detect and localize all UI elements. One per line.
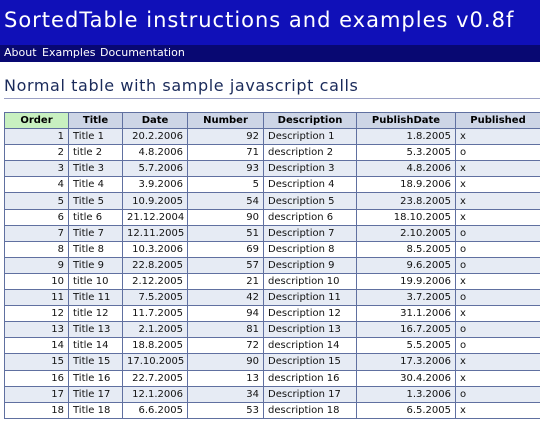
published-cell: o [456,241,540,257]
nav-bar [0,45,540,62]
publishdate-cell: 9.6.2005 [357,257,456,273]
column-header-description[interactable]: Description [264,113,357,129]
table-row[interactable] [5,225,540,241]
description-cell: Description 7 [264,225,357,241]
date-cell: 17.10.2005 [123,354,188,370]
order-cell: 6 [5,209,69,225]
number-cell: 34 [188,386,264,402]
description-cell: description 10 [264,273,357,289]
table-body [5,129,540,419]
publishdate-cell: 8.5.2005 [357,241,456,257]
date-cell: 5.7.2006 [123,161,188,177]
publishdate-cell: 3.7.2005 [357,290,456,306]
date-cell: 21.12.2004 [123,209,188,225]
publishdate-cell: 2.10.2005 [357,225,456,241]
published-cell: x [456,370,540,386]
table-row[interactable] [5,129,540,145]
table-row[interactable] [5,145,540,161]
date-cell: 6.6.2005 [123,402,188,418]
number-cell: 72 [188,338,264,354]
date-cell: 18.8.2005 [123,338,188,354]
date-cell: 22.8.2005 [123,257,188,273]
number-cell: 51 [188,225,264,241]
number-cell: 69 [188,241,264,257]
publishdate-cell: 1.3.2006 [357,386,456,402]
number-cell: 57 [188,257,264,273]
table-row[interactable] [5,338,540,354]
description-cell: Description 4 [264,177,357,193]
number-cell: 13 [188,370,264,386]
publishdate-cell: 5.5.2005 [357,338,456,354]
description-cell: Description 5 [264,193,357,209]
published-cell: x [456,177,540,193]
column-header-date[interactable]: Date [123,113,188,129]
date-cell: 12.1.2006 [123,386,188,402]
number-cell: 54 [188,193,264,209]
table-row[interactable] [5,193,540,209]
date-cell: 10.9.2005 [123,193,188,209]
description-cell: Description 3 [264,161,357,177]
order-cell: 13 [5,322,69,338]
title-cell: Title 8 [69,241,123,257]
published-cell: x [456,161,540,177]
publishdate-cell: 31.1.2006 [357,306,456,322]
order-cell: 17 [5,386,69,402]
table-row[interactable] [5,402,540,418]
publishdate-cell: 16.7.2005 [357,322,456,338]
publishdate-cell: 23.8.2005 [357,193,456,209]
published-cell: o [456,257,540,273]
page-title: SortedTable instructions and examples v0.8f [4,8,515,32]
date-cell: 10.3.2006 [123,241,188,257]
date-cell: 2.1.2005 [123,322,188,338]
publishdate-cell: 18.10.2005 [357,209,456,225]
column-header-published[interactable]: Published [456,113,540,129]
column-header-order[interactable]: Order [5,113,69,129]
number-cell: 42 [188,290,264,306]
description-cell: Description 13 [264,322,357,338]
order-cell: 12 [5,306,69,322]
date-cell: 11.7.2005 [123,306,188,322]
order-cell: 9 [5,257,69,273]
column-header-number[interactable]: Number [188,113,264,129]
table-row[interactable] [5,290,540,306]
description-cell: description 18 [264,402,357,418]
order-cell: 15 [5,354,69,370]
title-cell: Title 15 [69,354,123,370]
date-cell: 20.2.2006 [123,129,188,145]
published-cell: x [456,129,540,145]
number-cell: 21 [188,273,264,289]
published-cell: o [456,322,540,338]
published-cell: o [456,338,540,354]
published-cell: o [456,225,540,241]
description-cell: description 16 [264,370,357,386]
published-cell: x [456,273,540,289]
description-cell: description 2 [264,145,357,161]
section-divider [4,98,540,99]
publishdate-cell: 5.3.2005 [357,145,456,161]
number-cell: 93 [188,161,264,177]
order-cell: 5 [5,193,69,209]
published-cell: o [456,386,540,402]
description-cell: description 14 [264,338,357,354]
table-row[interactable] [5,177,540,193]
page-header [0,0,540,45]
column-header-title[interactable]: Title [69,113,123,129]
title-cell: Title 3 [69,161,123,177]
date-cell: 12.11.2005 [123,225,188,241]
sortable-table [4,112,540,419]
table-row[interactable] [5,306,540,322]
number-cell: 94 [188,306,264,322]
table-row[interactable] [5,241,540,257]
order-cell: 10 [5,273,69,289]
description-cell: Description 11 [264,290,357,306]
number-cell: 71 [188,145,264,161]
published-cell: o [456,290,540,306]
date-cell: 3.9.2006 [123,177,188,193]
published-cell: x [456,354,540,370]
title-cell: Title 11 [69,290,123,306]
published-cell: x [456,193,540,209]
description-cell: description 6 [264,209,357,225]
title-cell: Title 17 [69,386,123,402]
table-row[interactable] [5,386,540,402]
title-cell: title 14 [69,338,123,354]
title-cell: Title 5 [69,193,123,209]
order-cell: 1 [5,129,69,145]
title-cell: title 12 [69,306,123,322]
number-cell: 53 [188,402,264,418]
section-title: Normal table with sample javascript calls [4,76,359,95]
table-row[interactable] [5,322,540,338]
date-cell: 7.5.2005 [123,290,188,306]
nav-link-examples[interactable]: Examples [42,46,96,59]
title-cell: title 10 [69,273,123,289]
publishdate-cell: 17.3.2006 [357,354,456,370]
description-cell: Description 17 [264,386,357,402]
number-cell: 90 [188,209,264,225]
order-cell: 18 [5,402,69,418]
order-cell: 3 [5,161,69,177]
number-cell: 90 [188,354,264,370]
table-row[interactable] [5,161,540,177]
title-cell: Title 18 [69,402,123,418]
date-cell: 4.8.2006 [123,145,188,161]
number-cell: 92 [188,129,264,145]
title-cell: Title 7 [69,225,123,241]
publishdate-cell: 4.8.2006 [357,161,456,177]
publishdate-cell: 19.9.2006 [357,273,456,289]
number-cell: 5 [188,177,264,193]
order-cell: 4 [5,177,69,193]
order-cell: 8 [5,241,69,257]
title-cell: Title 16 [69,370,123,386]
publishdate-cell: 30.4.2006 [357,370,456,386]
table-row[interactable] [5,354,540,370]
published-cell: x [456,402,540,418]
column-header-publishdate[interactable]: PublishDate [357,113,456,129]
number-cell: 81 [188,322,264,338]
title-cell: Title 13 [69,322,123,338]
title-cell: Title 9 [69,257,123,273]
description-cell: Description 1 [264,129,357,145]
order-cell: 14 [5,338,69,354]
publishdate-cell: 1.8.2005 [357,129,456,145]
published-cell: o [456,145,540,161]
description-cell: Description 15 [264,354,357,370]
title-cell: Title 1 [69,129,123,145]
published-cell: x [456,209,540,225]
order-cell: 11 [5,290,69,306]
nav-link-about[interactable]: About [4,46,37,59]
table-row[interactable] [5,257,540,273]
table-row[interactable] [5,273,540,289]
title-cell: title 2 [69,145,123,161]
order-cell: 2 [5,145,69,161]
description-cell: Description 9 [264,257,357,273]
publishdate-cell: 18.9.2006 [357,177,456,193]
table-row[interactable] [5,370,540,386]
description-cell: Description 8 [264,241,357,257]
title-cell: Title 4 [69,177,123,193]
title-cell: title 6 [69,209,123,225]
date-cell: 2.12.2005 [123,273,188,289]
table-row[interactable] [5,209,540,225]
order-cell: 7 [5,225,69,241]
table-header-row [5,113,540,129]
date-cell: 22.7.2005 [123,370,188,386]
nav-link-documentation[interactable]: Documentation [100,46,185,59]
description-cell: Description 12 [264,306,357,322]
order-cell: 16 [5,370,69,386]
published-cell: x [456,306,540,322]
publishdate-cell: 6.5.2005 [357,402,456,418]
